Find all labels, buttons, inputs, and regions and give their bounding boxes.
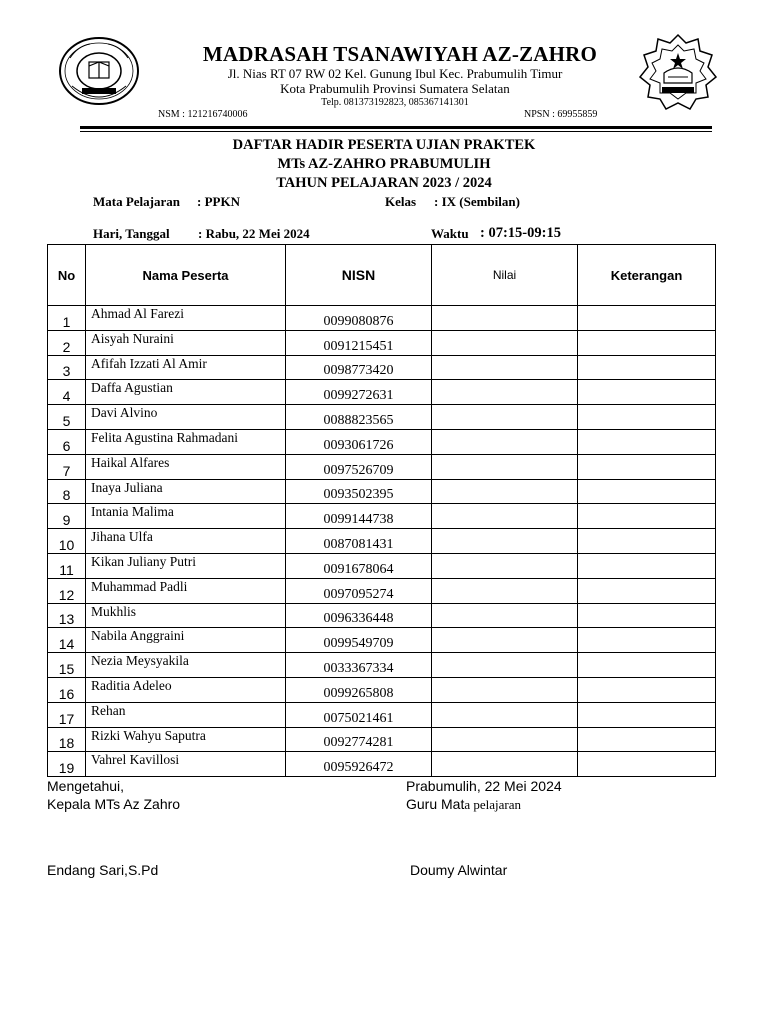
row-number: 1	[48, 306, 86, 331]
row-number: 14	[48, 628, 86, 653]
column-header-score: Nilai	[432, 245, 578, 306]
student-remarks	[578, 405, 716, 430]
student-remarks	[578, 380, 716, 405]
address-line-2: Kota Prabumulih Provinsi Sumatera Selatan	[280, 81, 510, 96]
date-label: Hari, Tanggal	[93, 226, 170, 241]
student-name: Muhammad Padli	[86, 578, 286, 603]
student-score	[432, 355, 578, 380]
student-nisn: 0093502395	[286, 479, 432, 504]
student-nisn: 0098773420	[286, 355, 432, 380]
student-nisn: 0093061726	[286, 429, 432, 454]
column-header-remarks: Keterangan	[578, 245, 716, 306]
row-number: 6	[48, 429, 86, 454]
student-nisn: 0096336448	[286, 603, 432, 628]
table-row	[48, 355, 716, 380]
student-remarks	[578, 479, 716, 504]
table-row	[48, 306, 716, 331]
student-name: Inaya Juliana	[86, 479, 286, 504]
student-nisn: 0099265808	[286, 677, 432, 702]
table-row	[48, 727, 716, 752]
student-name: Nezia Meysyakila	[86, 653, 286, 678]
student-name: Daffa Agustian	[86, 380, 286, 405]
header-divider-thin	[80, 131, 712, 132]
time-label: Waktu	[431, 226, 469, 241]
attendance-table	[47, 244, 716, 777]
student-name: Raditia Adeleo	[86, 677, 286, 702]
student-remarks	[578, 306, 716, 331]
student-nisn: 0087081431	[286, 529, 432, 554]
table-row	[48, 653, 716, 678]
student-name: Aisyah Nuraini	[86, 330, 286, 355]
student-score	[432, 380, 578, 405]
row-number: 19	[48, 752, 86, 777]
student-nisn: 0099272631	[286, 380, 432, 405]
header-divider-thick	[80, 126, 712, 129]
student-nisn: 0097095274	[286, 578, 432, 603]
student-nisn: 0092774281	[286, 727, 432, 752]
column-header-no: No	[48, 245, 86, 306]
student-score	[432, 553, 578, 578]
principal-name: Endang Sari,S.Pd	[47, 862, 159, 878]
student-nisn: 0075021461	[286, 702, 432, 727]
principal-title: Kepala MTs Az Zahro	[47, 796, 181, 812]
row-number: 8	[48, 479, 86, 504]
student-nisn: 0088823565	[286, 405, 432, 430]
student-nisn: 0099144738	[286, 504, 432, 529]
student-remarks	[578, 752, 716, 777]
student-score	[432, 603, 578, 628]
table-row	[48, 603, 716, 628]
document-title-line-2: MTs AZ-ZAHRO PRABUMULIH	[277, 156, 491, 172]
row-number: 15	[48, 653, 86, 678]
student-remarks	[578, 653, 716, 678]
table-row	[48, 454, 716, 479]
nsm-number: NSM : 121216740006	[158, 109, 248, 120]
student-score	[432, 653, 578, 678]
time-value: : 07:15-09:15	[480, 225, 561, 241]
table-row	[48, 380, 716, 405]
student-score	[432, 306, 578, 331]
place-date: Prabumulih, 22 Mei 2024	[406, 778, 562, 794]
school-name: MADRASAH TSANAWIYAH AZ-ZAHRO	[202, 42, 598, 66]
row-number: 10	[48, 529, 86, 554]
student-remarks	[578, 330, 716, 355]
student-nisn: 0091678064	[286, 553, 432, 578]
table-row	[48, 529, 716, 554]
student-score	[432, 504, 578, 529]
student-remarks	[578, 429, 716, 454]
table-row	[48, 578, 716, 603]
date-value: : Rabu, 22 Mei 2024	[198, 226, 310, 241]
student-name: Felita Agustina Rahmadani	[86, 429, 286, 454]
teacher-title-part-1: Guru Mat	[406, 796, 465, 812]
student-score	[432, 677, 578, 702]
teacher-title-part-2: a pelajaran	[464, 797, 522, 812]
student-nisn: 0099549709	[286, 628, 432, 653]
student-name: Rizki Wahyu Saputra	[86, 727, 286, 752]
row-number: 9	[48, 504, 86, 529]
student-score	[432, 702, 578, 727]
student-score	[432, 405, 578, 430]
student-score	[432, 752, 578, 777]
row-number: 13	[48, 603, 86, 628]
student-nisn: 0095926472	[286, 752, 432, 777]
document-title-line-3: TAHUN PELAJARAN 2023 / 2024	[276, 175, 492, 191]
class-label: Kelas	[385, 194, 417, 209]
student-name: Nabila Anggraini	[86, 628, 286, 653]
student-name: Rehan	[86, 702, 286, 727]
student-nisn: 0091215451	[286, 330, 432, 355]
npsn-number: NPSN : 69955859	[524, 109, 598, 120]
phone-line: Telp. 081373192823, 085367141301	[321, 97, 469, 108]
address-line-1: Jl. Nias RT 07 RW 02 Kel. Gunung Ibul Kec. Prabumulih Timur	[227, 66, 563, 81]
column-header-name: Nama Peserta	[86, 245, 286, 306]
student-name: Davi Alvino	[86, 405, 286, 430]
column-header-nisn: NISN	[286, 245, 432, 306]
student-nisn: 0097526709	[286, 454, 432, 479]
student-score	[432, 727, 578, 752]
table-row	[48, 504, 716, 529]
student-score	[432, 479, 578, 504]
table-row	[48, 628, 716, 653]
student-nisn: 0033367334	[286, 653, 432, 678]
student-name: Vahrel Kavillosi	[86, 752, 286, 777]
table-row	[48, 702, 716, 727]
student-score	[432, 628, 578, 653]
student-remarks	[578, 702, 716, 727]
student-remarks	[578, 727, 716, 752]
student-name: Kikan Juliany Putri	[86, 553, 286, 578]
ministry-emblem-icon	[638, 33, 718, 111]
table-header-row	[48, 245, 716, 306]
row-number: 2	[48, 330, 86, 355]
row-number: 12	[48, 578, 86, 603]
school-emblem-icon	[58, 36, 140, 106]
student-remarks	[578, 355, 716, 380]
student-name: Intania Malima	[86, 504, 286, 529]
teacher-name: Doumy Alwintar	[410, 862, 508, 878]
student-remarks	[578, 553, 716, 578]
student-name: Haikal Alfares	[86, 454, 286, 479]
student-remarks	[578, 628, 716, 653]
class-value: : IX (Sembilan)	[434, 194, 520, 209]
row-number: 5	[48, 405, 86, 430]
teacher-title	[406, 796, 521, 814]
student-name: Afifah Izzati Al Amir	[86, 355, 286, 380]
table-row	[48, 752, 716, 777]
row-number: 16	[48, 677, 86, 702]
student-score	[432, 454, 578, 479]
row-number: 7	[48, 454, 86, 479]
student-score	[432, 429, 578, 454]
student-name: Jihana Ulfa	[86, 529, 286, 554]
row-number: 18	[48, 727, 86, 752]
table-row	[48, 330, 716, 355]
table-row	[48, 553, 716, 578]
student-nisn: 0099080876	[286, 306, 432, 331]
student-remarks	[578, 603, 716, 628]
table-row	[48, 405, 716, 430]
student-score	[432, 330, 578, 355]
row-number: 4	[48, 380, 86, 405]
table-row	[48, 677, 716, 702]
row-number: 17	[48, 702, 86, 727]
document-title-line-1: DAFTAR HADIR PESERTA UJIAN PRAKTEK	[232, 137, 536, 153]
student-remarks	[578, 677, 716, 702]
table-row	[48, 479, 716, 504]
row-number: 3	[48, 355, 86, 380]
row-number: 11	[48, 553, 86, 578]
student-remarks	[578, 578, 716, 603]
student-remarks	[578, 454, 716, 479]
student-score	[432, 529, 578, 554]
subject-label: Mata Pelajaran	[93, 194, 181, 209]
subject-value: : PPKN	[197, 194, 240, 209]
student-score	[432, 578, 578, 603]
acknowledged-label: Mengetahui,	[47, 778, 125, 794]
student-name: Mukhlis	[86, 603, 286, 628]
table-row	[48, 429, 716, 454]
student-remarks	[578, 529, 716, 554]
student-remarks	[578, 504, 716, 529]
student-name: Ahmad Al Farezi	[86, 306, 286, 331]
